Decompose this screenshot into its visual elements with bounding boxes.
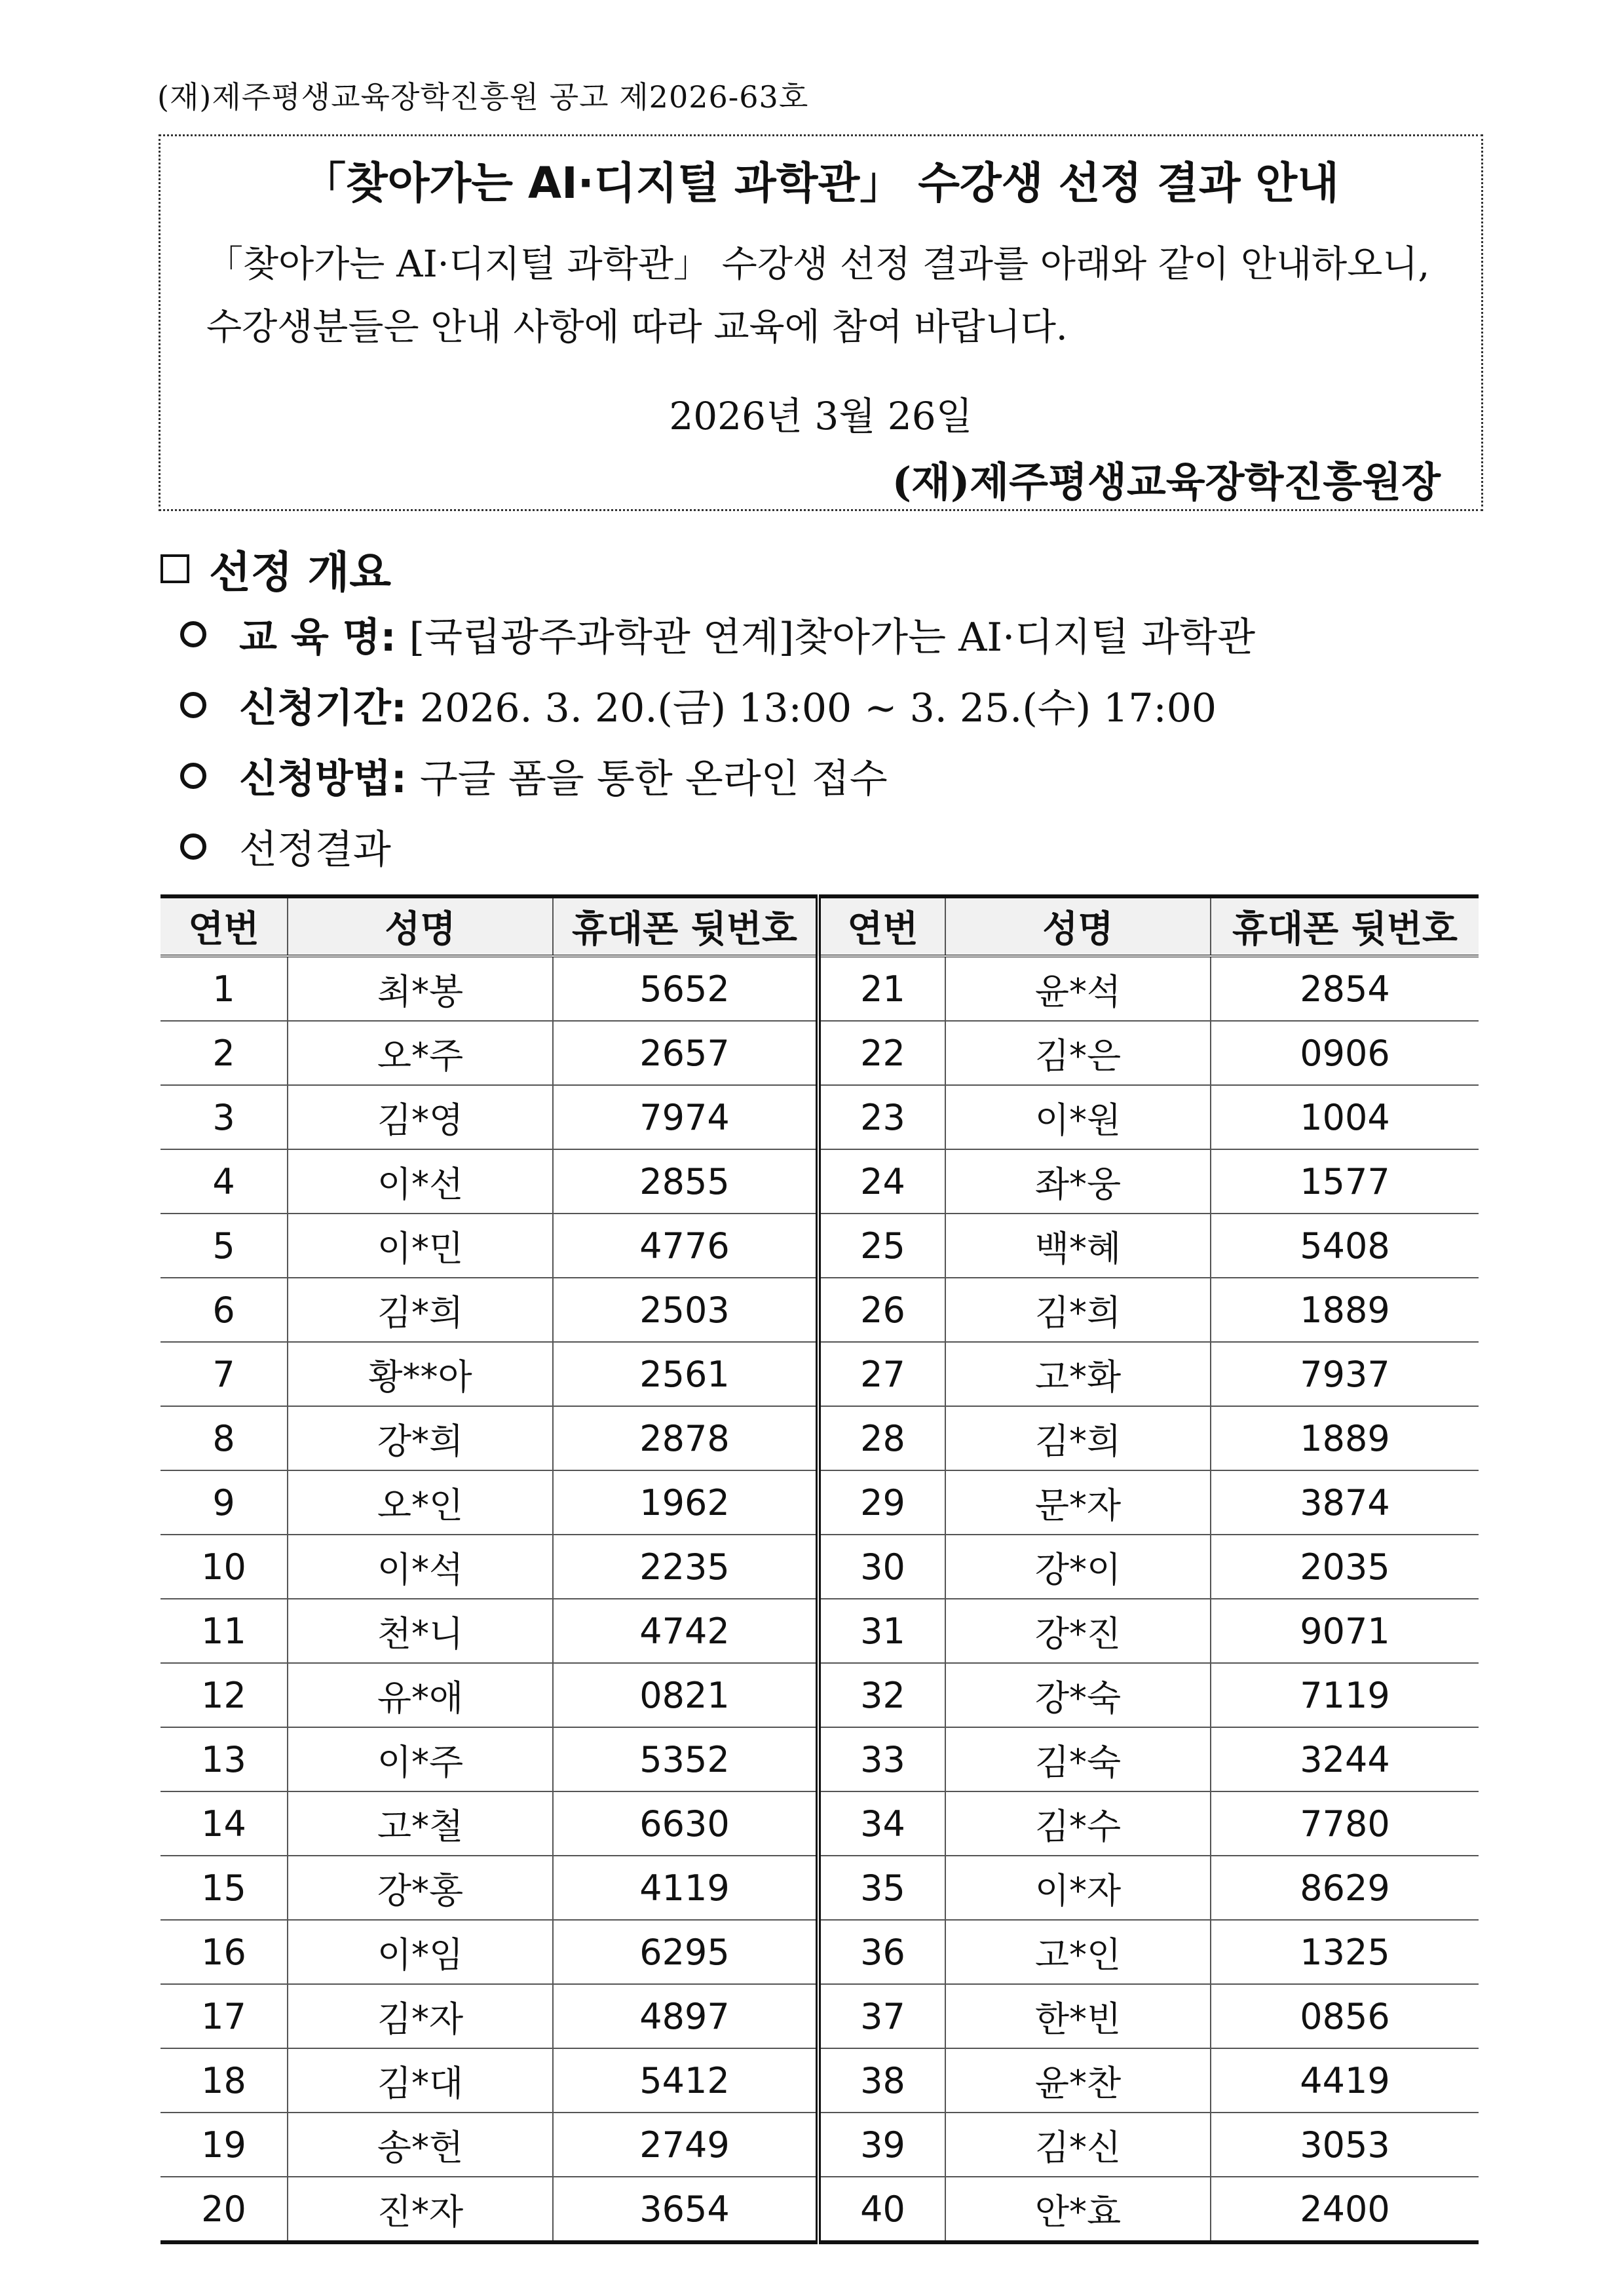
table-cell: 2878 xyxy=(553,1406,818,1470)
overview-item-method xyxy=(180,748,888,804)
table-cell: 김*희 xyxy=(945,1406,1211,1470)
table-header-row xyxy=(161,896,1479,956)
table-cell: 32 xyxy=(818,1663,945,1727)
table-cell: 김*희 xyxy=(945,1278,1211,1342)
table-cell: 2400 xyxy=(1211,2177,1479,2242)
table-cell: 윤*석 xyxy=(945,956,1211,1021)
table-cell: 천*니 xyxy=(288,1599,553,1663)
overview-label: 선정결과 xyxy=(239,827,391,873)
table-row xyxy=(161,1021,1479,1085)
table-row xyxy=(161,1535,1479,1599)
table-cell: 23 xyxy=(818,1085,945,1149)
overview-label: 교 육 명: xyxy=(239,615,396,660)
table-cell: 안*효 xyxy=(945,2177,1211,2242)
table-cell: 19 xyxy=(161,2113,288,2177)
square-bullet-icon xyxy=(161,554,189,583)
table-cell: 1889 xyxy=(1211,1278,1479,1342)
table-cell: 10 xyxy=(161,1535,288,1599)
table-cell: 2657 xyxy=(553,1021,818,1085)
table-cell: 17 xyxy=(161,1984,288,2048)
table-cell: 31 xyxy=(818,1599,945,1663)
circle-bullet-icon xyxy=(180,621,206,647)
overview-value: [국립광주과학관 연계]찾아가는 AI·디지털 과학관 xyxy=(409,615,1256,660)
overview-value: 구글 폼을 통한 온라인 접수 xyxy=(419,756,888,802)
notice-number: (재)제주평생교육장학진흥원 공고 제2026-63호 xyxy=(157,79,809,115)
table-cell: 강*진 xyxy=(945,1599,1211,1663)
column-header: 연번 xyxy=(161,896,288,956)
overview-item-course xyxy=(180,606,1255,662)
table-cell: 이*석 xyxy=(288,1535,553,1599)
table-cell: 2855 xyxy=(553,1149,818,1214)
table-cell: 6 xyxy=(161,1278,288,1342)
table-cell: 8629 xyxy=(1211,1856,1479,1920)
table-cell: 37 xyxy=(818,1984,945,2048)
table-cell: 0821 xyxy=(553,1663,818,1727)
table-cell: 1325 xyxy=(1211,1920,1479,1984)
column-header: 성명 xyxy=(288,896,553,956)
table-cell: 이*임 xyxy=(288,1920,553,1984)
table-cell: 5 xyxy=(161,1214,288,1278)
table-cell: 최*봉 xyxy=(288,956,553,1021)
table-row xyxy=(161,2177,1479,2242)
table-body xyxy=(161,956,1479,2242)
table-cell: 김*대 xyxy=(288,2048,553,2113)
overview-value: 2026. 3. 20.(금) 13:00 ~ 3. 25.(수) 17:00 xyxy=(419,685,1217,731)
table-cell: 14 xyxy=(161,1791,288,1856)
table-cell: 3654 xyxy=(553,2177,818,2242)
table-cell: 30 xyxy=(818,1535,945,1599)
table-cell: 김*자 xyxy=(288,1984,553,2048)
table-cell: 고*철 xyxy=(288,1791,553,1856)
table-cell: 40 xyxy=(818,2177,945,2242)
table-cell: 6630 xyxy=(553,1791,818,1856)
table-cell: 15 xyxy=(161,1856,288,1920)
table-cell: 이*주 xyxy=(288,1727,553,1791)
table-row xyxy=(161,1856,1479,1920)
table-cell: 20 xyxy=(161,2177,288,2242)
table-cell: 오*인 xyxy=(288,1470,553,1535)
table-row xyxy=(161,1278,1479,1342)
overview-item-result xyxy=(180,818,391,875)
circle-bullet-icon xyxy=(180,692,206,718)
table-cell: 28 xyxy=(818,1406,945,1470)
table-cell: 3 xyxy=(161,1085,288,1149)
table-cell: 1962 xyxy=(553,1470,818,1535)
table-row xyxy=(161,1920,1479,1984)
table-cell: 1004 xyxy=(1211,1085,1479,1149)
section-title: 선정 개요 xyxy=(209,547,392,598)
table-cell: 21 xyxy=(818,956,945,1021)
table-cell: 13 xyxy=(161,1727,288,1791)
table-cell: 4776 xyxy=(553,1214,818,1278)
table-row xyxy=(161,1342,1479,1406)
table-cell: 39 xyxy=(818,2113,945,2177)
table-cell: 35 xyxy=(818,1856,945,1920)
circle-bullet-icon xyxy=(180,763,206,789)
circle-bullet-icon xyxy=(180,833,206,860)
table-cell: 이*선 xyxy=(288,1149,553,1214)
column-header: 연번 xyxy=(818,896,945,956)
table-cell: 18 xyxy=(161,2048,288,2113)
table-cell: 2 xyxy=(161,1021,288,1085)
table-cell: 5408 xyxy=(1211,1214,1479,1278)
overview-label: 신청방법: xyxy=(239,756,407,802)
table-cell: 4742 xyxy=(553,1599,818,1663)
table-cell: 7780 xyxy=(1211,1791,1479,1856)
table-cell: 송*헌 xyxy=(288,2113,553,2177)
table-cell: 4119 xyxy=(553,1856,818,1920)
table-cell: 4 xyxy=(161,1149,288,1214)
table-cell: 강*희 xyxy=(288,1406,553,1470)
table-cell: 12 xyxy=(161,1663,288,1727)
section-heading xyxy=(161,537,391,600)
table-cell: 11 xyxy=(161,1599,288,1663)
table-cell: 1889 xyxy=(1211,1406,1479,1470)
table-cell: 1 xyxy=(161,956,288,1021)
table-cell: 강*홍 xyxy=(288,1856,553,1920)
table-cell: 7937 xyxy=(1211,1342,1479,1406)
table-cell: 2749 xyxy=(553,2113,818,2177)
table-cell: 4419 xyxy=(1211,2048,1479,2113)
table-cell: 고*화 xyxy=(945,1342,1211,1406)
table-cell: 27 xyxy=(818,1342,945,1406)
table-cell: 2235 xyxy=(553,1535,818,1599)
selection-result-table xyxy=(161,894,1479,2244)
table-cell: 강*이 xyxy=(945,1535,1211,1599)
column-header: 휴대폰 뒷번호 xyxy=(553,896,818,956)
table-cell: 22 xyxy=(818,1021,945,1085)
table-cell: 5652 xyxy=(553,956,818,1021)
table-cell: 김*숙 xyxy=(945,1727,1211,1791)
table-cell: 좌*웅 xyxy=(945,1149,1211,1214)
table-cell: 3053 xyxy=(1211,2113,1479,2177)
announcement-title: 「찾아가는 AI·디지털 과학관」 수강생 선정 결과 안내 xyxy=(303,158,1339,208)
table-row xyxy=(161,1406,1479,1470)
table-cell: 4897 xyxy=(553,1984,818,2048)
table-cell: 16 xyxy=(161,1920,288,1984)
table-cell: 오*주 xyxy=(288,1021,553,1085)
table-row xyxy=(161,2048,1479,2113)
table-cell: 7974 xyxy=(553,1085,818,1149)
table-cell: 36 xyxy=(818,1920,945,1984)
table-cell: 24 xyxy=(818,1149,945,1214)
overview-item-period xyxy=(180,677,1217,733)
table-row xyxy=(161,1791,1479,1856)
announcement-body: 「찾아가는 AI·디지털 과학관」 수강생 선정 결과를 아래와 같이 안내하오니, 수강생분들은 안내 사항에 따라 교육에 참여 바랍니다. xyxy=(206,243,1430,349)
table-cell: 한*빈 xyxy=(945,1984,1211,2048)
table-cell: 이*자 xyxy=(945,1856,1211,1920)
table-cell: 6295 xyxy=(553,1920,818,1984)
table-cell: 이*민 xyxy=(288,1214,553,1278)
table-cell: 김*영 xyxy=(288,1085,553,1149)
table-cell: 5352 xyxy=(553,1727,818,1791)
table-cell: 유*애 xyxy=(288,1663,553,1727)
announcement-date: 2026년 3월 26일 xyxy=(669,394,973,438)
table-row xyxy=(161,1470,1479,1535)
table-row xyxy=(161,1599,1479,1663)
table-cell: 33 xyxy=(818,1727,945,1791)
table-cell: 김*희 xyxy=(288,1278,553,1342)
table-cell: 3244 xyxy=(1211,1727,1479,1791)
announcement-issuer: (재)제주평생교육장학진흥원장 xyxy=(892,458,1441,506)
table-cell: 3874 xyxy=(1211,1470,1479,1535)
table-row xyxy=(161,956,1479,1021)
column-header: 휴대폰 뒷번호 xyxy=(1211,896,1479,956)
table-cell: 0906 xyxy=(1211,1021,1479,1085)
table-cell: 7 xyxy=(161,1342,288,1406)
table-row xyxy=(161,1727,1479,1791)
table-cell: 7119 xyxy=(1211,1663,1479,1727)
announcement-box xyxy=(159,134,1483,511)
table-cell: 2854 xyxy=(1211,956,1479,1021)
table-cell: 9071 xyxy=(1211,1599,1479,1663)
table-cell: 이*원 xyxy=(945,1085,1211,1149)
table-cell: 2035 xyxy=(1211,1535,1479,1599)
table-cell: 1577 xyxy=(1211,1149,1479,1214)
table-cell: 29 xyxy=(818,1470,945,1535)
table-cell: 5412 xyxy=(553,2048,818,2113)
table-cell: 김*수 xyxy=(945,1791,1211,1856)
table-cell: 0856 xyxy=(1211,1984,1479,2048)
column-header: 성명 xyxy=(945,896,1211,956)
table-cell: 진*자 xyxy=(288,2177,553,2242)
table-cell: 황**아 xyxy=(288,1342,553,1406)
overview-label: 신청기간: xyxy=(239,685,407,731)
table-row xyxy=(161,1663,1479,1727)
table-cell: 윤*찬 xyxy=(945,2048,1211,2113)
table-row xyxy=(161,1984,1479,2048)
table-cell: 34 xyxy=(818,1791,945,1856)
table-cell: 9 xyxy=(161,1470,288,1535)
table-row xyxy=(161,2113,1479,2177)
table-cell: 26 xyxy=(818,1278,945,1342)
table-cell: 8 xyxy=(161,1406,288,1470)
table-cell: 2503 xyxy=(553,1278,818,1342)
table-row xyxy=(161,1149,1479,1214)
table-cell: 2561 xyxy=(553,1342,818,1406)
table-cell: 38 xyxy=(818,2048,945,2113)
table-row xyxy=(161,1214,1479,1278)
table-cell: 김*은 xyxy=(945,1021,1211,1085)
table-cell: 25 xyxy=(818,1214,945,1278)
table-cell: 백*혜 xyxy=(945,1214,1211,1278)
table-row xyxy=(161,1085,1479,1149)
table-cell: 김*신 xyxy=(945,2113,1211,2177)
table-cell: 문*자 xyxy=(945,1470,1211,1535)
table-cell: 고*인 xyxy=(945,1920,1211,1984)
table-cell: 강*숙 xyxy=(945,1663,1211,1727)
